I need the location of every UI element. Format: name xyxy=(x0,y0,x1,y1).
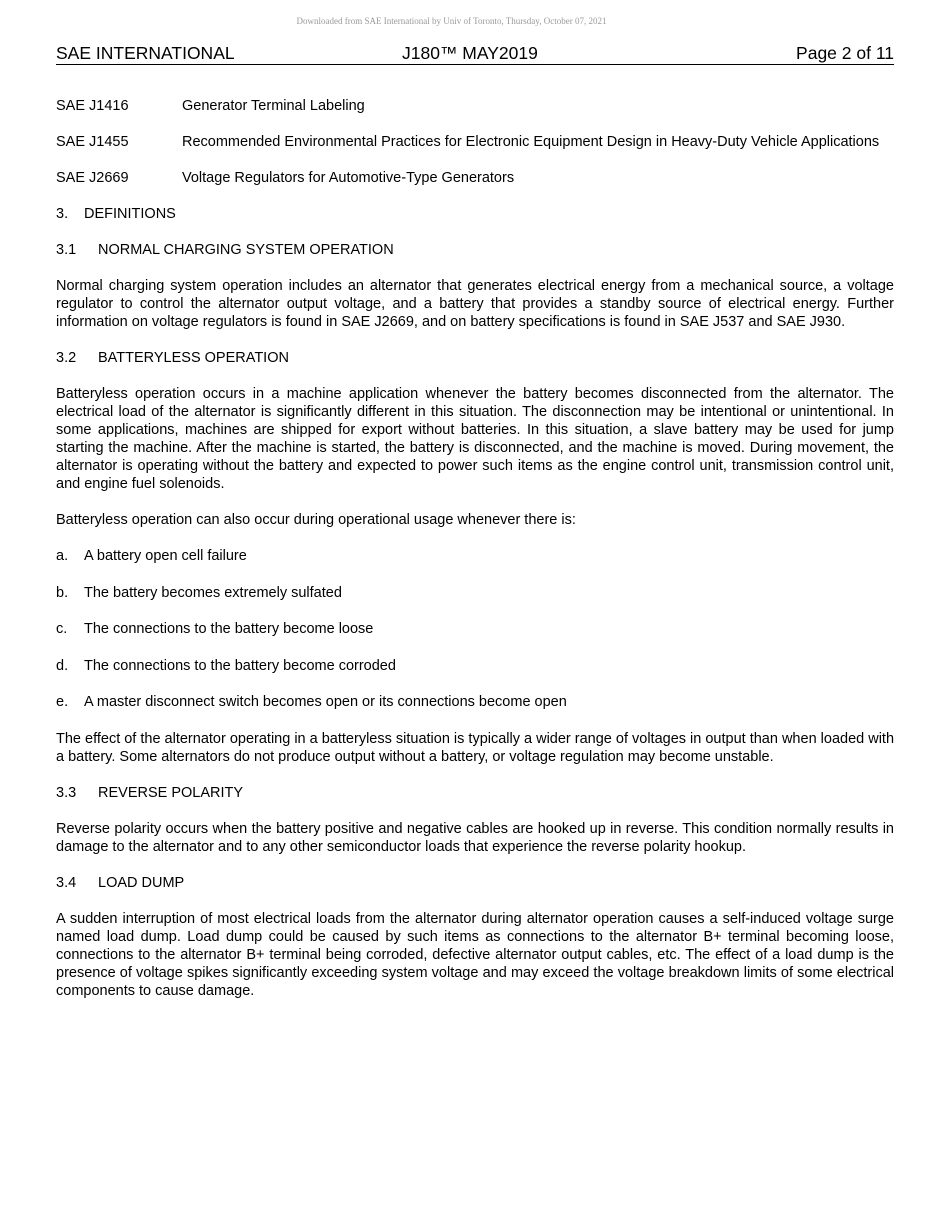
document-body xyxy=(56,97,894,1018)
download-watermark: Downloaded from SAE International by Univ of Toronto, Thursday, October 07, 2021 xyxy=(296,16,607,26)
paragraph: The effect of the alternator operating in a batteryless situation is typically a wider range of voltages in output than when loaded with a battery. Some alternators do not produce output without a battery, or voltage regulation may become unstable. xyxy=(56,730,895,765)
subsection-number: 3.1 xyxy=(56,242,77,258)
list-item xyxy=(56,693,894,711)
list-item xyxy=(56,620,894,638)
list-item xyxy=(56,657,894,675)
list-item xyxy=(56,547,894,565)
subsection-heading-normal-charging xyxy=(56,241,894,259)
subsection-title: LOAD DUMP xyxy=(98,874,185,891)
section-number: 3. xyxy=(56,206,69,222)
subsection-number: 3.4 xyxy=(56,874,77,891)
list-text: A master disconnect switch becomes open or its connections become open xyxy=(84,694,567,710)
paragraph: Batteryless operation occurs in a machine application whenever the battery becomes disconnected from the alternator. The electrical load of the alternator is significantly different in this situation. The disconnection may be intentional or unintentional. In some applications, machines are shipped for export without batteries. In this situation, a slave battery may be used for jump starting the machine. After the machine is started, the battery is disconnected, and the machine is moved. During movement, the alternator is operating without the battery and expected to power such items as the engine control unit, transmission control unit, and engine fuel solenoids. xyxy=(56,386,894,492)
list-text: The connections to the battery become corroded xyxy=(84,657,396,674)
section-heading-definitions xyxy=(56,205,894,223)
list-text: The battery becomes extremely sulfated xyxy=(84,584,342,601)
subsection-heading-batteryless xyxy=(56,349,894,367)
section-title: DEFINITIONS xyxy=(84,206,176,222)
subsection-title: BATTERYLESS OPERATION xyxy=(98,350,289,366)
page-header xyxy=(56,43,894,65)
reference-code: SAE J2669 xyxy=(56,170,129,186)
list-label: b. xyxy=(56,584,69,601)
reference-item xyxy=(56,97,894,115)
list-item xyxy=(56,584,894,602)
header-document-id: J180™ MAY2019 xyxy=(402,43,538,63)
header-page-number: Page 2 of 11 xyxy=(796,43,894,63)
list-label: c. xyxy=(56,621,68,637)
reference-code: SAE J1416 xyxy=(56,98,129,114)
subsection-number: 3.3 xyxy=(56,784,77,801)
paragraph: Batteryless operation can also occur during operational usage whenever there is: xyxy=(56,512,576,528)
paragraph: A sudden interruption of most electrical loads from the alternator during alternator operation causes a self-induced voltage surge named load dump. Load dump could be caused by such items as connections to the alternator B+ terminal becoming loose, connections to the alternator B+ terminal being corroded, defective alternator output cables, etc. The effect of a load dump is the presence of voltage spikes significantly exceeding system voltage and may exceed the voltage breakdown limits of some electrical components to cause damage. xyxy=(56,910,894,999)
paragraph: Normal charging system operation includes an alternator that generates electrical energy from a mechanical source, a voltage regulator to control the alternator output voltage, and a battery that provides a standby source of electrical energy. Further information on voltage regulators is found in SAE J2669, and on battery specifications is found in SAE J537 and SAE J930. xyxy=(56,278,894,330)
list-label: d. xyxy=(56,657,69,674)
header-organization: SAE INTERNATIONAL xyxy=(56,43,235,63)
subsection-number: 3.2 xyxy=(56,350,77,366)
list-text: A battery open cell failure xyxy=(84,548,247,564)
list-label: e. xyxy=(56,694,69,710)
paragraph: Reverse polarity occurs when the battery positive and negative cables are hooked up in reverse. This condition normally results in damage to the alternator and to any other semiconductor loads that experience the reverse polarity hookup. xyxy=(56,820,894,855)
reference-title: Generator Terminal Labeling xyxy=(182,98,365,114)
reference-item xyxy=(56,169,894,187)
subsection-title: NORMAL CHARGING SYSTEM OPERATION xyxy=(98,242,394,258)
list-label: a. xyxy=(56,548,69,564)
list-text: The connections to the battery become loose xyxy=(84,621,374,637)
reference-code: SAE J1455 xyxy=(56,134,129,150)
subsection-heading-reverse-polarity xyxy=(56,784,894,802)
reference-title: Recommended Environmental Practices for Electronic Equipment Design in Heavy-Duty Vehicle Applications xyxy=(182,134,880,150)
reference-item xyxy=(56,133,894,151)
reference-title: Voltage Regulators for Automotive-Type Generators xyxy=(182,170,515,186)
subsection-heading-load-dump xyxy=(56,874,894,892)
subsection-title: REVERSE POLARITY xyxy=(98,784,244,801)
